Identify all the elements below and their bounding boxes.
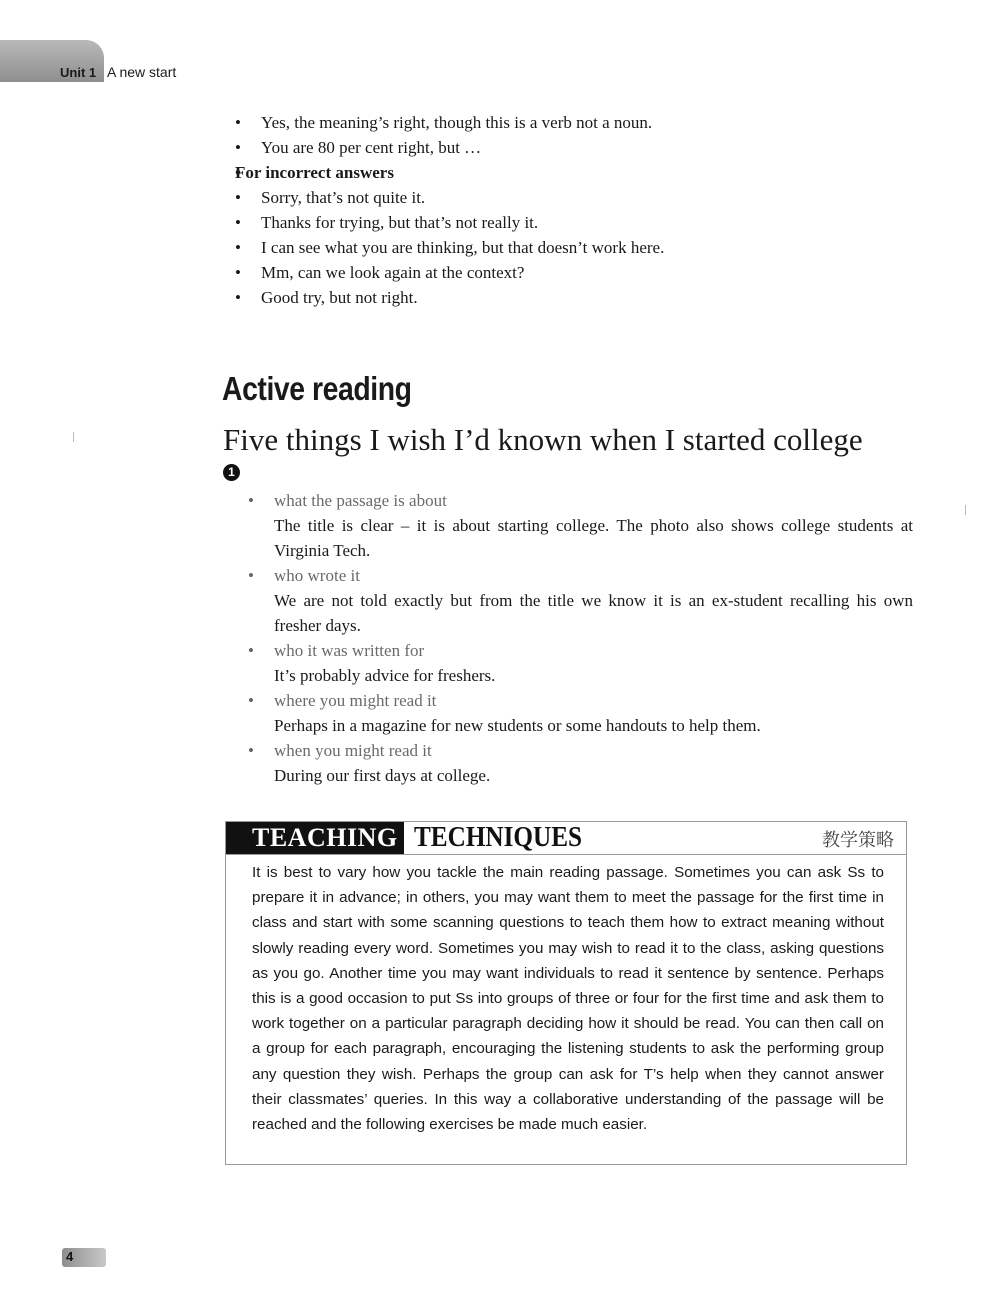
section-title: Active reading: [222, 370, 412, 407]
feedback-item: • Sorry, that’s not quite it.: [235, 185, 875, 210]
page-number: 4: [66, 1249, 74, 1264]
teaching-techniques-header: [226, 822, 906, 855]
qa-answer: Perhaps in a magazine for new students or some handouts to help them.: [274, 716, 761, 735]
feedback-item: • Good try, but not right.: [235, 285, 875, 310]
qa-item: [248, 638, 913, 688]
teaching-techniques-chinese-label: 教学策略: [822, 830, 894, 851]
qa-answer: We are not told exactly but from the title we know it is an ex-student recalling his own fresher days.: [274, 591, 913, 635]
exercise-number-badge: 1: [223, 464, 240, 481]
qa-answer: During our first days at college.: [274, 766, 491, 785]
feedback-item: • Mm, can we look again at the context?: [235, 260, 875, 285]
unit-title: A new start: [107, 64, 177, 80]
passage-title: Five things I wish I’d known when I started college: [223, 422, 863, 457]
qa-question: • where you might read it: [274, 691, 437, 710]
techniques-label: TECHNIQUES: [414, 822, 583, 853]
qa-answer: The title is clear – it is about starting college. The photo also shows college students at Virginia Tech.: [274, 516, 913, 560]
qa-item: [248, 688, 913, 738]
qa-list: [248, 488, 913, 788]
feedback-list: [235, 110, 875, 310]
feedback-item: • Yes, the meaning’s right, though this is a verb not a noun.: [235, 110, 875, 135]
teaching-techniques-box: [225, 821, 907, 1165]
qa-question: • what the passage is about: [274, 491, 447, 510]
scan-mark: [73, 432, 74, 442]
qa-answer: It’s probably advice for freshers.: [274, 666, 496, 685]
feedback-item: • I can see what you are thinking, but that doesn’t work here.: [235, 235, 875, 260]
qa-question: • when you might read it: [274, 741, 432, 760]
unit-label: Unit 1: [60, 65, 97, 80]
qa-item: [248, 738, 913, 788]
incorrect-answers-heading: • For incorrect answers: [235, 160, 875, 185]
qa-question: • who wrote it: [274, 566, 360, 585]
qa-item: [248, 488, 913, 563]
scan-mark: [965, 505, 966, 515]
qa-item: [248, 563, 913, 638]
teaching-techniques-body: It is best to vary how you tackle the main reading passage. Sometimes you can ask Ss to prepare it in advance; in others, you may want them to meet the passage for the first time in class and start with some scanning questions to teach them how to extract meaning without slowly reading every word. Sometimes you may wish to read it to the class, asking questions as you go. Another time you may want individuals to read it sentence by sentence. Perhaps this is a good occasion to put Ss into groups of three or four for the first time and ask them to work together on a particular paragraph deciding how it should be read. You can then call on a group for each paragraph, encouraging the listening students to ask the performing group any question they wish. Perhaps the group can ask for T’s help when they cannot answer their classmates’ queries. In this way a collaborative understanding of the passage will be reached and the following exercises be made much easier.: [252, 864, 884, 1134]
qa-question: • who it was written for: [274, 641, 425, 660]
teaching-label: TEACHING: [226, 822, 404, 854]
feedback-item: • Thanks for trying, but that’s not really it.: [235, 210, 875, 235]
feedback-item: • You are 80 per cent right, but …: [235, 135, 875, 160]
